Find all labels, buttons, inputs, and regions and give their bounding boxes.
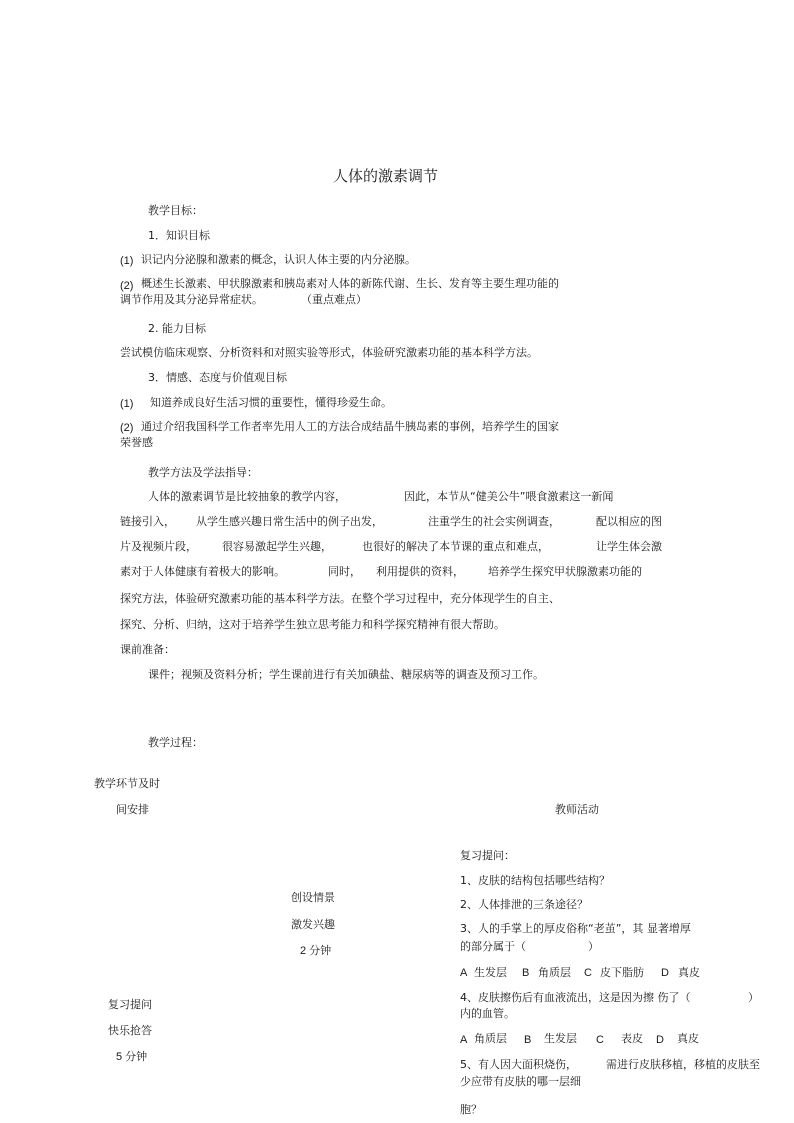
option-letter: A: [460, 967, 468, 979]
stage1-label: 创设情景: [291, 891, 335, 904]
option-text: 生发层: [544, 1032, 577, 1045]
knowledge-item1-number: (1): [120, 255, 134, 267]
emotion-item1: 知道养成良好生活习惯的重要性，懂得珍爱生命。: [150, 396, 392, 409]
methods-text: 也很好的解决了本节课的重点和难点，: [362, 540, 549, 553]
knowledge-item2-line2: 调节作用及其分泌异常症状。: [120, 293, 263, 306]
option-text: 皮下脂肪: [600, 966, 644, 979]
knowledge-item2-number: (2): [120, 280, 134, 292]
question-2: 2、人体排泄的三条途径？: [460, 898, 588, 911]
option-text: 表皮: [621, 1032, 643, 1045]
ability-heading: 2. 能力目标: [148, 322, 206, 335]
methods-text: 培养学生探究甲状腺激素功能的: [488, 565, 642, 578]
methods-text: 探究方法，体验研究激素功能的基本科学方法。在整个学习过程中，充分体现学生的自主、: [120, 592, 560, 605]
page-title: 人体的激素调节: [333, 167, 439, 185]
review-intro: 复习提问：: [460, 849, 515, 862]
option-letter: C: [596, 1034, 604, 1046]
methods-text: 探究、分析、归纳，这对于培养学生独立思考能力和科学探究精神有很大帮助。: [120, 618, 505, 631]
methods-text: 配以相应的图: [596, 515, 662, 528]
methods-text: 人体的激素调节是比较抽象的教学内容，: [148, 490, 346, 503]
stage2-label: 复习提问: [108, 998, 152, 1011]
knowledge-item1: 识记内分泌腺和激素的概念，认识人体主要的内分泌腺。: [141, 253, 416, 266]
option-letter: B: [522, 967, 530, 979]
ability-text: 尝试模仿临床观察、分析资料和对照实验等形式，体验研究激素功能的基本科学方法。: [120, 346, 538, 359]
option-letter: C: [584, 967, 592, 979]
methods-text: 利用提供的资料，: [376, 565, 464, 578]
question-1: 1、皮肤的结构包括哪些结构？: [460, 874, 610, 887]
emotion-item1-number: (1): [120, 398, 134, 410]
question-3: 的部分属于（: [460, 940, 526, 953]
methods-text: 同时，: [328, 565, 361, 578]
methods-text: 注重学生的社会实例调查，: [428, 515, 560, 528]
stage1-label: 激发兴趣: [291, 918, 335, 931]
methods-heading: 教学方法及学法指导：: [148, 466, 258, 479]
stage2-duration: 5 分钟: [116, 1051, 148, 1063]
emotion-item2-number: (2): [120, 422, 134, 434]
knowledge-heading: 1．知识目标: [148, 229, 210, 242]
methods-text: 链接引入，: [120, 515, 175, 528]
stage-column-header: 教学环节及时: [94, 777, 160, 790]
question-5: 胞？: [460, 1103, 482, 1116]
methods-text: 从学生感兴趣日常生活中的例子出发，: [196, 515, 383, 528]
question-3: 3、人的手掌上的厚皮俗称“老茧”，其 显著增厚: [460, 922, 691, 935]
methods-text: 因此，本节从“健美公牛”喂食激素这一新闻: [404, 490, 614, 503]
option-text: 真皮: [678, 966, 700, 979]
option-letter: D: [656, 1034, 664, 1046]
prep-heading: 课前准备：: [120, 643, 175, 656]
objectives-heading: 教学目标：: [148, 204, 203, 217]
option-letter: A: [460, 1034, 468, 1046]
emotion-item2-line2: 荣誉感: [120, 436, 153, 449]
option-text: 生发层: [474, 966, 507, 979]
question-5: 5、有人因大面积烧伤，: [460, 1058, 577, 1071]
methods-text: 片及视频片段，: [120, 540, 197, 553]
knowledge-item2-note: （重点难点）: [301, 293, 367, 306]
stage2-label: 快乐抢答: [108, 1024, 152, 1037]
option-text: 角质层: [474, 1032, 507, 1045]
question-5: 少应带有皮肤的哪一层细: [460, 1075, 581, 1088]
option-letter: B: [524, 1034, 532, 1046]
stage-column-header: 间安排: [116, 803, 149, 816]
option-text: 角质层: [538, 966, 571, 979]
methods-text: 让学生体会激: [596, 540, 662, 553]
knowledge-item2-line1: 概述生长激素、甲状腺激素和胰岛素对人体的新陈代谢、生长、发育等主要生理功能的: [141, 277, 559, 290]
teacher-column-header: 教师活动: [555, 803, 599, 816]
option-text: 真皮: [677, 1032, 699, 1045]
question-3: ）: [588, 940, 599, 953]
question-4: 4、皮肤擦伤后有血液流出，这是因为擦 伤了（: [460, 991, 691, 1004]
methods-text: 很容易激起学生兴趣，: [222, 540, 332, 553]
emotion-heading: 3．情感、态度与价值观目标: [148, 371, 287, 384]
question-4: ）: [748, 991, 759, 1004]
process-heading: 教学过程：: [148, 736, 203, 749]
question-5: 需进行皮肤移植，移植的皮肤至: [606, 1058, 760, 1071]
option-letter: D: [661, 967, 669, 979]
methods-text: 素对于人体健康有着极大的影响。: [120, 565, 285, 578]
stage1-duration: 2 分钟: [300, 945, 332, 957]
emotion-item2-line1: 通过介绍我国科学工作者率先用人工的方法合成结晶牛胰岛素的事例，培养学生的国家: [141, 420, 559, 433]
prep-text: 课件；视频及资料分析；学生课前进行有关加碘盐、糖尿病等的调查及预习工作。: [148, 668, 544, 681]
question-4: 内的血管。: [460, 1007, 515, 1020]
